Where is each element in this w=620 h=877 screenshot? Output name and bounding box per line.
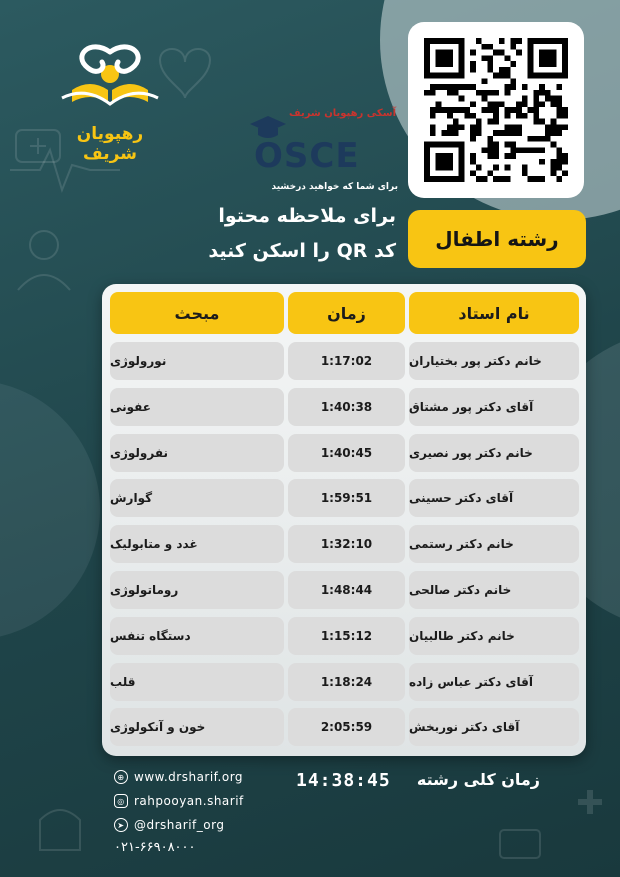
field-title: رشته اطفال bbox=[435, 227, 559, 251]
cell-topic: گوارش bbox=[110, 479, 284, 517]
telegram-link[interactable] bbox=[114, 818, 224, 832]
cell-topic: غدد و متابولیک bbox=[110, 525, 284, 563]
cell-teacher: آقای دکتر پور مشتاق bbox=[409, 388, 579, 426]
osce-slogan: برای شما که خواهید درخشید bbox=[271, 182, 398, 192]
header-teacher: نام استاد bbox=[409, 292, 579, 334]
phone-text: ۰۲۱-۶۶۹۰۸۰۰۰ bbox=[114, 840, 196, 855]
instagram-icon: ◎ bbox=[114, 794, 128, 808]
total-time-label: زمان کلی رشته bbox=[416, 770, 540, 789]
qr-code-icon bbox=[424, 38, 568, 182]
logo-emblem-icon bbox=[50, 38, 170, 114]
field-title-box bbox=[408, 210, 586, 268]
cell-time: 1:40:38 bbox=[288, 388, 405, 426]
cell-time: 1:59:51 bbox=[288, 479, 405, 517]
cell-teacher: آقای دکتر نوربخش bbox=[409, 708, 579, 746]
globe-icon: ⊕ bbox=[114, 770, 128, 784]
telegram-text: @drsharif_org bbox=[134, 818, 225, 832]
telegram-icon: ➤ bbox=[114, 818, 128, 832]
cell-time: 1:17:02 bbox=[288, 342, 405, 380]
cell-teacher: خانم دکتر طالبیان bbox=[409, 617, 579, 655]
doctor-icon bbox=[30, 231, 58, 259]
osce-top-label: آسکی رهپویان شریف bbox=[289, 108, 396, 119]
brand-logo bbox=[50, 38, 170, 164]
instagram-link[interactable] bbox=[114, 794, 244, 808]
cell-teacher: آقای دکتر حسینی bbox=[409, 479, 579, 517]
cell-time: 1:40:45 bbox=[288, 434, 405, 472]
osce-logo bbox=[240, 108, 400, 198]
cell-teacher: خانم دکتر پور نصیری bbox=[409, 434, 579, 472]
cell-teacher: خانم دکتر رستمی bbox=[409, 525, 579, 563]
website-link[interactable] bbox=[114, 770, 243, 784]
cell-time: 1:48:44 bbox=[288, 571, 405, 609]
phone-number[interactable] bbox=[114, 840, 196, 855]
cell-teacher: آقای دکتر عباس زاده bbox=[409, 663, 579, 701]
total-time-value: 14:38:45 bbox=[296, 770, 391, 791]
schedule-table bbox=[102, 284, 586, 756]
cell-topic: قلب bbox=[110, 663, 284, 701]
scan-instruction-line2: کد QR را اسکن کنید bbox=[208, 240, 396, 262]
cell-topic: نورولوژی bbox=[110, 342, 284, 380]
cell-topic: روماتولوژی bbox=[110, 571, 284, 609]
cell-time: 1:15:12 bbox=[288, 617, 405, 655]
instagram-text: rahpooyan.sharif bbox=[134, 794, 244, 808]
cell-teacher: خانم دکتر صالحی bbox=[409, 571, 579, 609]
scan-instruction-line1: برای ملاحظه محتوا bbox=[218, 205, 396, 227]
cell-time: 1:18:24 bbox=[288, 663, 405, 701]
header-topic: مبحث bbox=[110, 292, 284, 334]
header-time: زمان bbox=[288, 292, 405, 334]
cell-topic: دستگاه تنفس bbox=[110, 617, 284, 655]
cell-time: 2:05:59 bbox=[288, 708, 405, 746]
cell-teacher: خانم دکتر پور بختیاران bbox=[409, 342, 579, 380]
cell-time: 1:32:10 bbox=[288, 525, 405, 563]
website-text: www.drsharif.org bbox=[134, 770, 244, 784]
device-icon bbox=[500, 830, 540, 858]
cell-topic: نفرولوژی bbox=[110, 434, 284, 472]
brand-name: رهپویان شریف bbox=[76, 124, 144, 164]
cross-icon bbox=[578, 790, 602, 814]
cell-topic: خون و آنکولوژی bbox=[110, 708, 284, 746]
osce-logo-text: OSCE bbox=[254, 136, 360, 176]
qr-code-box[interactable] bbox=[408, 22, 584, 198]
cell-topic: عفونی bbox=[110, 388, 284, 426]
